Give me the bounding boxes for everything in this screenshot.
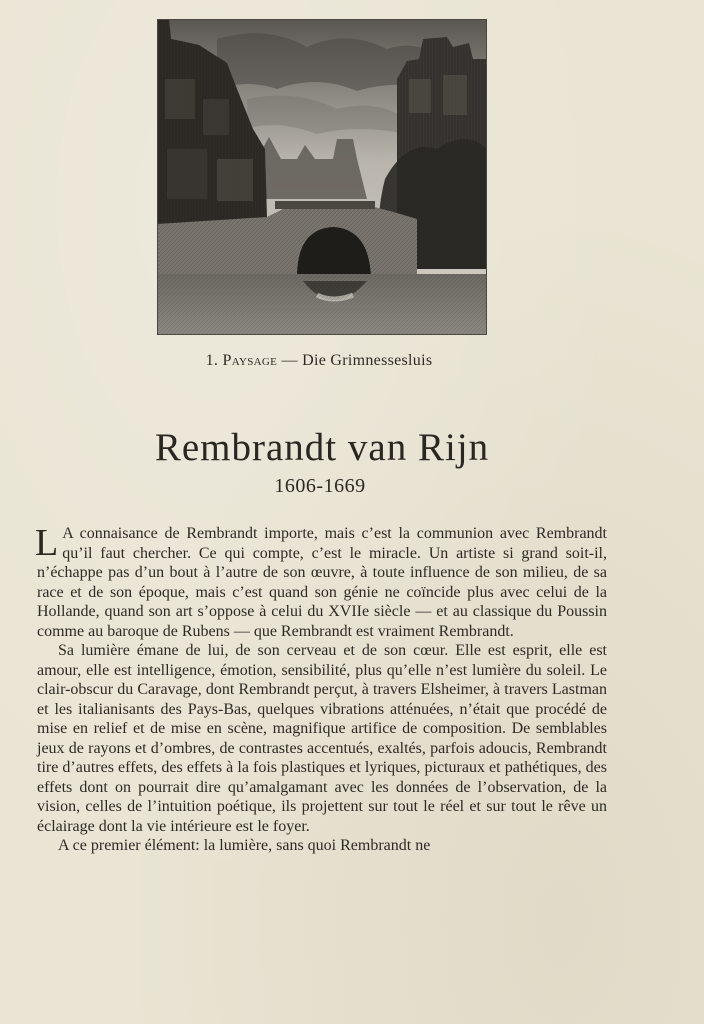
caption-label: Paysage bbox=[222, 352, 278, 369]
paragraph-1 bbox=[37, 524, 607, 641]
plate-illustration bbox=[157, 19, 487, 335]
paragraph-2: Sa lumière émane de lui, de son cerveau et de son cœur. Elle est esprit, elle est amour, elle est intelligence, émotion, sensibilité, plus qu’elle n’est lumière du soleil. Le clair-obscur du Caravage, dont Rembrandt perçut, à travers Elsheimer, à travers Lastman et les italianisants des Pays-Bas, quelques vibrations atténuées, n’était que procédé de mise en relief et de mise en scène, magnifique artifice de composition. De semblables jeux de rayons et d’ombres, de contrastes accentués, exaltés, parfois adoucis, Rembrandt tire d’autres effets, des effets à la fois plastiques et lyriques, picturaux et pathétiques, des effets dont on pourrait dire qu’amalgamant avec les données de l’observation, de la vision, celles de l’intuition poétique, ils projettent sur tout le réel et sur tout le rêve un éclairage dont la vie intérieure est le foyer. bbox=[37, 642, 607, 835]
life-dates: 1606-1669 bbox=[274, 475, 366, 497]
paragraph-3: A ce premier élément: la lumière, sans quoi Rembrandt ne bbox=[58, 837, 431, 854]
page-title: Rembrandt van Rijn bbox=[154, 426, 490, 469]
plate-caption bbox=[0, 352, 638, 370]
caption-number: 1. bbox=[205, 352, 219, 369]
body-text bbox=[37, 524, 607, 856]
caption-name: Die Grimnessesluis bbox=[302, 352, 433, 369]
drop-cap: L bbox=[35, 522, 59, 564]
caption-separator: — bbox=[281, 352, 298, 369]
canal-bridge-etching bbox=[157, 19, 487, 335]
paragraph-1-text: A connaisance de Rembrandt importe, mais c’est la communion avec Rembrandt qu’il faut chercher. Ce qui compte, c’est le miracle. Un artiste si grand soit-il, n’échappe pas d’un bout à l’autre de son œuvre, à toute influence de son milieu, de sa race et de son époque, mais c’est quand son génie ne coïncide plus avec celui de la Hollande, quand son art s’oppose à celui du XVIIe siècle — et au classique du Poussin comme au baroque de Rubens — que Rembrandt est vraiment Rembrandt. bbox=[37, 525, 607, 640]
